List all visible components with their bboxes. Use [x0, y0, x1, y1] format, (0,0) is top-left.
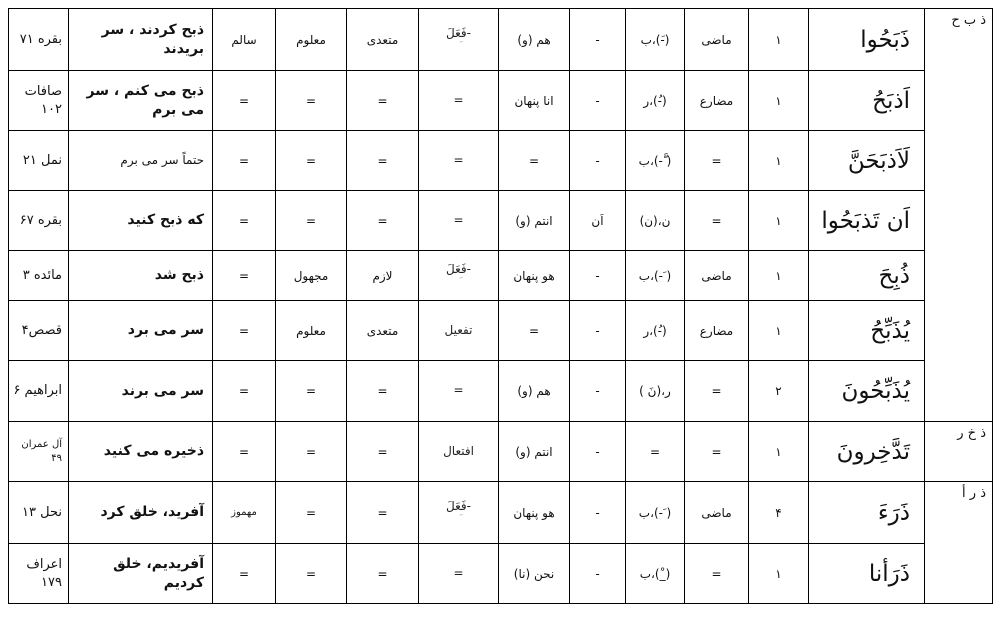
pronoun-cell: (و) هم — [499, 361, 570, 422]
transitivity-cell: = — [347, 422, 419, 482]
pronoun-cell: هو پنهان — [499, 251, 570, 301]
meaning-cell: حتماً سر می برم — [69, 131, 213, 191]
pronoun-cell: (و) انتم — [499, 422, 570, 482]
pronoun-cell: انا پنهان — [499, 71, 570, 131]
root-cell: ذ ر أ — [925, 482, 993, 604]
tense-cell: = — [685, 361, 749, 422]
ref-cell: اعراف ۱۷۹ — [9, 544, 69, 604]
sign-cell: ر،(-ُ) — [626, 71, 685, 131]
meaning-cell: که ذبح کنید — [69, 191, 213, 251]
pattern-cell: = — [419, 544, 499, 604]
known-cell: = — [276, 544, 347, 604]
table-row — [9, 131, 993, 191]
count-cell: ١ — [749, 251, 809, 301]
root-cell: ذ ب ح — [925, 9, 993, 422]
tense-cell: مضارع — [685, 301, 749, 361]
pattern-text: فَعَلَ- — [446, 498, 471, 513]
sign-cell: ب،(-َ) — [626, 9, 685, 71]
count-cell: ۲ — [749, 361, 809, 422]
ref-cell: مائده ۳ — [9, 251, 69, 301]
count-cell: ١ — [749, 9, 809, 71]
table-row — [9, 251, 993, 301]
hidden-cell: - — [570, 9, 626, 71]
transitivity-cell: = — [347, 71, 419, 131]
sign-cell: ر،(نَ ) — [626, 361, 685, 422]
ref-cell: نمل ۲۱ — [9, 131, 69, 191]
meaning-cell: ذخیره می کنید — [69, 422, 213, 482]
hidden-cell: - — [570, 482, 626, 544]
form-cell: سالم — [213, 9, 276, 71]
pattern-sub — [422, 513, 495, 525]
pattern-sub — [422, 40, 495, 52]
meaning-cell: سر می برند — [69, 361, 213, 422]
transitivity-cell: = — [347, 482, 419, 544]
sign-cell: ب،(_ْ) — [626, 544, 685, 604]
known-cell: = — [276, 191, 347, 251]
tense-cell: ماضی — [685, 251, 749, 301]
hidden-cell: - — [570, 422, 626, 482]
tense-cell: = — [685, 131, 749, 191]
known-cell: مجهول — [276, 251, 347, 301]
count-cell: ١ — [749, 422, 809, 482]
tense-cell: = — [685, 422, 749, 482]
hidden-cell: - — [570, 544, 626, 604]
transitivity-cell: = — [347, 131, 419, 191]
transitivity-cell: لازم — [347, 251, 419, 301]
tense-cell: ماضی — [685, 9, 749, 71]
root-cell: ذ خ ر — [925, 422, 993, 482]
form-cell: = — [213, 422, 276, 482]
known-cell: معلوم — [276, 301, 347, 361]
tense-cell: مضارع — [685, 71, 749, 131]
count-cell: ١ — [749, 301, 809, 361]
pattern-cell: افتعال — [419, 422, 499, 482]
form-cell: = — [213, 251, 276, 301]
ref-cell: صافات ۱۰۲ — [9, 71, 69, 131]
known-cell: = — [276, 422, 347, 482]
table-row — [9, 482, 993, 544]
pronoun-cell: (نا) نحن — [499, 544, 570, 604]
count-cell: ١ — [749, 131, 809, 191]
table-row — [9, 361, 993, 422]
tense-cell: = — [685, 191, 749, 251]
pronoun-cell: هو پنهان — [499, 482, 570, 544]
pattern-text: فَعَلَ- — [446, 261, 471, 276]
ref-cell: بقره ۶۷ — [9, 191, 69, 251]
hidden-cell: - — [570, 251, 626, 301]
meaning-cell: آفرید، خلق کرد — [69, 482, 213, 544]
pattern-cell: تفعیل — [419, 301, 499, 361]
count-cell: ١ — [749, 191, 809, 251]
word-cell: یُذَبِّحُ — [809, 301, 925, 361]
form-cell: = — [213, 301, 276, 361]
sign-cell: = — [626, 422, 685, 482]
pattern-sub — [422, 276, 495, 288]
word-cell: ذَرَءَ — [809, 482, 925, 544]
word-cell: ذُبِحَ — [809, 251, 925, 301]
sign-cell: ب،(- َّ) — [626, 131, 685, 191]
table-row — [9, 9, 993, 71]
word-cell: لَاَذبَحَنَّ — [809, 131, 925, 191]
hidden-cell: اَن — [570, 191, 626, 251]
table-row — [9, 544, 993, 604]
hidden-cell: - — [570, 361, 626, 422]
form-cell: = — [213, 361, 276, 422]
form-cell: = — [213, 71, 276, 131]
count-cell: ١ — [749, 71, 809, 131]
known-cell: معلوم — [276, 9, 347, 71]
table-row — [9, 191, 993, 251]
tense-cell: ماضی — [685, 482, 749, 544]
word-cell: تَدَّخِرونَ — [809, 422, 925, 482]
known-cell: = — [276, 361, 347, 422]
sign-cell: ب،(- َ) — [626, 482, 685, 544]
form-cell: = — [213, 191, 276, 251]
meaning-cell: ذبح شد — [69, 251, 213, 301]
sign-cell: ن،(ن) — [626, 191, 685, 251]
sign-cell: ر،(-ُ) — [626, 301, 685, 361]
form-cell: مهموز — [213, 482, 276, 544]
table-row — [9, 422, 993, 482]
pattern-cell — [419, 482, 499, 544]
sign-cell: ب،(- َ) — [626, 251, 685, 301]
ref-cell: ابراهیم ۶ — [9, 361, 69, 422]
word-cell: اَن تَذبَحُوا — [809, 191, 925, 251]
hidden-cell: - — [570, 131, 626, 191]
pattern-cell — [419, 9, 499, 71]
transitivity-cell: = — [347, 191, 419, 251]
meaning-cell: آفریدیم، خلق کردیم — [69, 544, 213, 604]
transitivity-cell: متعدی — [347, 301, 419, 361]
word-cell: ذَرَأنا — [809, 544, 925, 604]
ref-cell: بقره ۷۱ — [9, 9, 69, 71]
ref-cell: نحل ۱۳ — [9, 482, 69, 544]
ref-cell: قصص۴ — [9, 301, 69, 361]
transitivity-cell: = — [347, 361, 419, 422]
table-row — [9, 301, 993, 361]
table-row — [9, 71, 993, 131]
pronoun-cell: (و) هم — [499, 9, 570, 71]
word-analysis-table — [8, 8, 993, 604]
pattern-cell — [419, 251, 499, 301]
known-cell: = — [276, 71, 347, 131]
transitivity-cell: = — [347, 544, 419, 604]
pattern-text: فَعَلَ- — [446, 25, 471, 40]
pronoun-cell: (و) انتم — [499, 191, 570, 251]
meaning-cell: سر می برد — [69, 301, 213, 361]
hidden-cell: - — [570, 71, 626, 131]
known-cell: = — [276, 131, 347, 191]
word-cell: ذَبَحُوا — [809, 9, 925, 71]
ref-cell: آل عمران ۴۹ — [9, 422, 69, 482]
form-cell: = — [213, 544, 276, 604]
count-cell: ۴ — [749, 482, 809, 544]
meaning-cell: ذبح می کنم ، سر می برم — [69, 71, 213, 131]
form-cell: = — [213, 131, 276, 191]
pronoun-cell: = — [499, 301, 570, 361]
word-cell: یُذَبِّحُونَ — [809, 361, 925, 422]
pattern-cell: = — [419, 191, 499, 251]
pronoun-cell: = — [499, 131, 570, 191]
word-cell: اَذبَحُ — [809, 71, 925, 131]
pattern-cell: = — [419, 71, 499, 131]
pattern-cell: = — [419, 361, 499, 422]
pattern-cell: = — [419, 131, 499, 191]
tense-cell: = — [685, 544, 749, 604]
hidden-cell: - — [570, 301, 626, 361]
meaning-cell: ذبح کردند ، سر بریدند — [69, 9, 213, 71]
transitivity-cell: متعدی — [347, 9, 419, 71]
known-cell: = — [276, 482, 347, 544]
count-cell: ١ — [749, 544, 809, 604]
